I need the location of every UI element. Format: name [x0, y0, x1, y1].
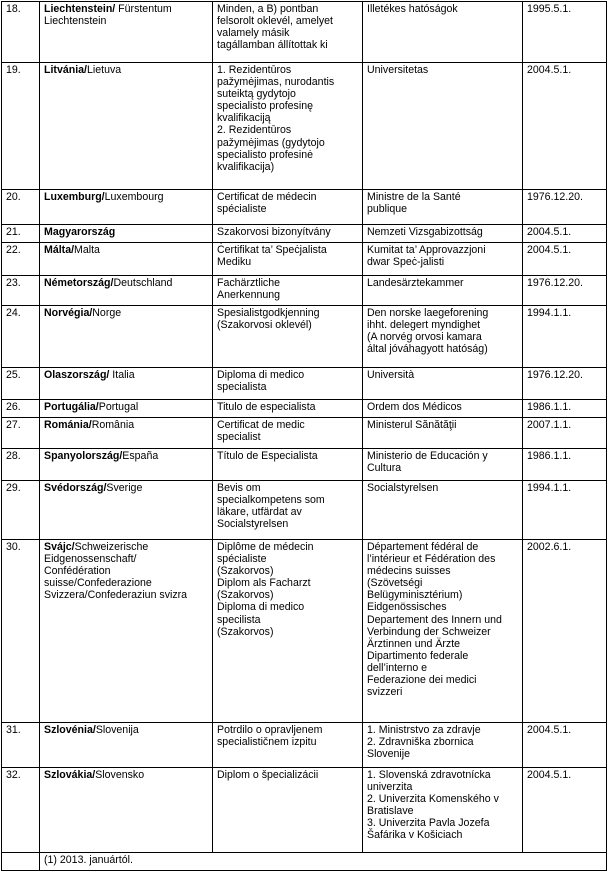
country-cell [40, 449, 213, 481]
row-number: 31. [2, 723, 40, 768]
table-row [2, 418, 607, 449]
row-number: 27. [2, 418, 40, 449]
diploma-cell: Diploma di medico specialista [213, 368, 363, 400]
country-name-hu: Portugália/ [44, 401, 99, 413]
row-number: 23. [2, 276, 40, 306]
table-row [2, 306, 607, 368]
diploma-cell: Bevis om specialkompetens som läkare, utfärdat av Socialstyrelsen [213, 481, 363, 540]
diploma-cell: Título de Especialista [213, 449, 363, 481]
diploma-cell: Szakorvosi bizonyítvány [213, 225, 363, 243]
date-cell: 1976.12.20. [523, 276, 607, 306]
authority-cell: Den norske laegeforening ihht. delegert myndighet (A norvég orvosi kamara által jóváhagyott hatóság) [363, 306, 523, 368]
diploma-cell: Ċertifikat ta’ Speċjalista Mediku [213, 243, 363, 276]
country-name-native: România [91, 419, 135, 431]
authority-cell: Socialstyrelsen [363, 481, 523, 540]
date-cell: 2004.5.1. [523, 723, 607, 768]
row-number: 28. [2, 449, 40, 481]
row-number: 22. [2, 243, 40, 276]
date-cell: 1976.12.20. [523, 368, 607, 400]
country-name-hu: Litvánia/ [44, 64, 87, 76]
diploma-cell: 1. Rezidentūros pažymėjimas, nurodantis suteiktą gydytojo specialisto profesinę kvalifikaciją 2. Rezidentūros pažymėjimas (gydytojo specialisto profesinė kvalifikacija) [213, 63, 363, 190]
diploma-cell: Fachärztliche Anerkennung [213, 276, 363, 306]
country-cell [40, 306, 213, 368]
country-name-hu: Magyarország [44, 226, 116, 238]
country-name-native: Luxembourg [104, 191, 164, 203]
authority-cell: Ministerul Sănătăţii [363, 418, 523, 449]
date-cell: 1986.1.1. [523, 449, 607, 481]
country-name-native: España [122, 450, 159, 462]
table-row [2, 63, 607, 190]
table-row [2, 449, 607, 481]
date-cell: 2004.5.1. [523, 243, 607, 276]
country-name-native: Norge [92, 307, 122, 319]
table-row [2, 225, 607, 243]
country-name-native: Fürstentum Liechtenstein [44, 3, 172, 28]
country-name-hu: Szlovákia/ [44, 769, 96, 781]
table-row [2, 768, 607, 853]
country-name-native: Deutschland [113, 277, 173, 289]
country-cell [40, 190, 213, 225]
footnote-row [2, 853, 607, 871]
specialist-qualification-table [1, 1, 607, 871]
row-number: 18. [2, 2, 40, 63]
table-row [2, 481, 607, 540]
country-name-hu: Románia/ [44, 419, 92, 431]
country-name-native: Slovensko [95, 769, 145, 781]
date-cell: 2002.6.1. [523, 540, 607, 723]
diploma-cell: Minden, a B) pontban felsorolt oklevél, amelyet valamely másik tagállamban állítottak ki [213, 2, 363, 63]
country-name-hu: Olaszország/ [44, 369, 110, 381]
row-number: 21. [2, 225, 40, 243]
country-cell [40, 276, 213, 306]
authority-cell: Département fédéral de l’intérieur et Fédération des médecins suisses (Szövetségi Belügyminisztérium) Eidgenössisches Departement des Innern und Verbindung der Schweizer Ärztinnen und Ärzte Dipartimento federale dell’interno e Federazione dei medici svizzeri [363, 540, 523, 723]
date-cell: 1994.1.1. [523, 481, 607, 540]
footnote: (1) 2013. januártól. [40, 853, 607, 871]
country-cell [40, 723, 213, 768]
table-row [2, 368, 607, 400]
table-row [2, 190, 607, 225]
country-name-hu: Svédország/ [44, 482, 107, 494]
authority-cell: Ordem dos Médicos [363, 400, 523, 418]
table-row [2, 243, 607, 276]
authority-cell: Universitetas [363, 63, 523, 190]
country-cell [40, 368, 213, 400]
country-cell [40, 418, 213, 449]
country-cell [40, 225, 213, 243]
table-row [2, 2, 607, 63]
row-number: 20. [2, 190, 40, 225]
country-name-native: Slovenija [95, 724, 139, 736]
authority-cell: Università [363, 368, 523, 400]
authority-cell: Nemzeti Vizsgabizottság [363, 225, 523, 243]
country-name-native: Portugal [98, 401, 139, 413]
country-name-native: Italia [109, 369, 135, 381]
authority-cell: 1. Ministrstvo za zdravje 2. Zdravniška zbornica Slovenije [363, 723, 523, 768]
country-name-native: Sverige [106, 482, 143, 494]
country-name-hu: Svájc/ [44, 541, 75, 553]
diploma-cell: Potrdilo o opravljenem specialističnem izpitu [213, 723, 363, 768]
country-cell [40, 63, 213, 190]
country-cell [40, 2, 213, 63]
footnote-spacer [2, 853, 40, 871]
country-cell [40, 243, 213, 276]
date-cell: 2004.5.1. [523, 225, 607, 243]
table-row [2, 276, 607, 306]
row-number: 30. [2, 540, 40, 723]
country-name-hu: Liechtenstein/ [44, 3, 116, 15]
diploma-cell: Titulo de especialista [213, 400, 363, 418]
row-number: 26. [2, 400, 40, 418]
table-row [2, 723, 607, 768]
date-cell: 1995.5.1. [523, 2, 607, 63]
row-number: 24. [2, 306, 40, 368]
authority-cell: Ministre de la Santé publique [363, 190, 523, 225]
row-number: 25. [2, 368, 40, 400]
authority-cell: Illetékes hatóságok [363, 2, 523, 63]
country-cell [40, 481, 213, 540]
table-row [2, 540, 607, 723]
country-cell [40, 540, 213, 723]
country-name-native: Lietuva [86, 64, 122, 76]
row-number: 19. [2, 63, 40, 190]
authority-cell: Landesärztekammer [363, 276, 523, 306]
authority-cell: Kumitat ta’ Approvazzjoni dwar Speċ-jalisti [363, 243, 523, 276]
date-cell: 2007.1.1. [523, 418, 607, 449]
country-name-hu: Luxemburg/ [44, 191, 105, 203]
authority-cell: 1. Slovenská zdravotnícka univerzita 2. Univerzita Komenského v Bratislave 3. Univerzita Pavla Jozefa Šafárika v Košiciach [363, 768, 523, 853]
country-name-hu: Szlovénia/ [44, 724, 96, 736]
country-cell [40, 768, 213, 853]
country-cell [40, 400, 213, 418]
country-name-hu: Spanyolország/ [44, 450, 123, 462]
date-cell: 2004.5.1. [523, 63, 607, 190]
country-name-hu: Málta/ [44, 244, 75, 256]
date-cell: 1994.1.1. [523, 306, 607, 368]
authority-cell: Ministerio de Educación y Cultura [363, 449, 523, 481]
date-cell: 1976.12.20. [523, 190, 607, 225]
diploma-cell: Spesialistgodkjenning (Szakorvosi oklevél) [213, 306, 363, 368]
date-cell: 2004.5.1. [523, 768, 607, 853]
diploma-cell: Certificat de medic specialist [213, 418, 363, 449]
table-row [2, 400, 607, 418]
diploma-cell: Certificat de médecin spécialiste [213, 190, 363, 225]
diploma-cell: Diplôme de médecin spécialiste (Szakorvos) Diplom als Facharzt (Szakorvos) Diploma di medico specilista (Szakorvos) [213, 540, 363, 723]
diploma-cell: Diplom o špecializácii [213, 768, 363, 853]
country-name-hu: Norvégia/ [44, 307, 93, 319]
date-cell: 1986.1.1. [523, 400, 607, 418]
country-name-native: Schweizerische Eidgenossenschaft/ Confédération suisse/Confederazione Svizzera/Confederaziun svizra [44, 541, 188, 602]
row-number: 29. [2, 481, 40, 540]
row-number: 32. [2, 768, 40, 853]
country-name-native: Malta [74, 244, 100, 256]
country-name-hu: Németország/ [44, 277, 114, 289]
